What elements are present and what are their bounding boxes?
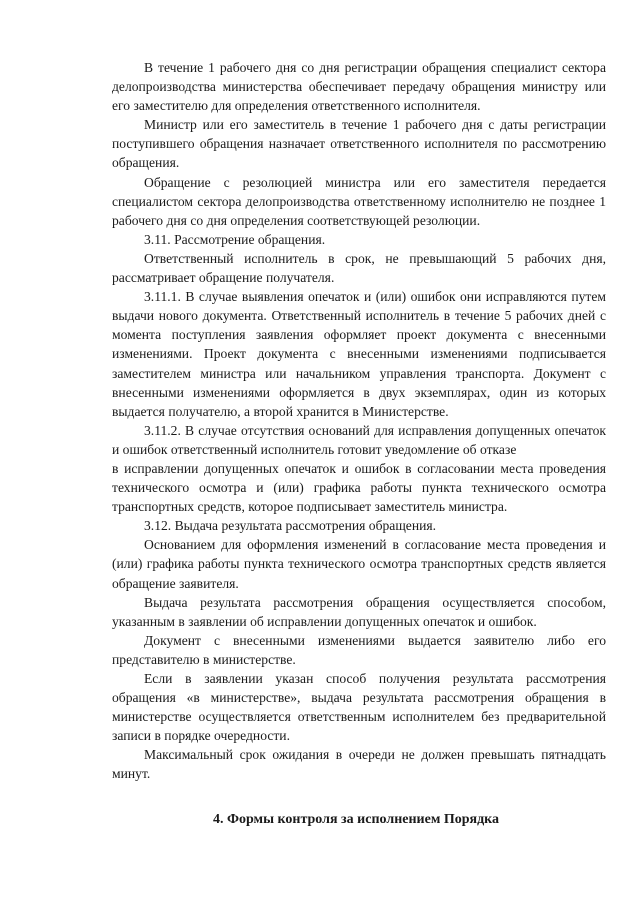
- paragraph-refusal-notice: в исправлении допущенных опечаток и ошибок в согласовании места проведения технического осмотра и (или) графика работы пункта технического осмотра транспортных средств, которое подписывает заместитель министра.: [112, 460, 606, 515]
- paragraph-section-3-11-1: 3.11.1. В случае выявления опечаток и (или) ошибок они исправляются путем выдачи нового документа. Ответственный исполнитель в течение 5 рабочих дней с момента поступления заявления оформляет проект документа с внесенными изменениями. Проект документа с внесенными изменениями подписывается заместителем министра или начальником управления транспорта. Документ с внесенными изменениями оформляется в двух экземплярах, один из которых выдается получателю, а второй хранится в Министерстве.: [112, 289, 606, 419]
- paragraph-resolution-transfer: Обращение с резолюцией министра или его заместителя передается специалистом сектора делопроизводства ответственному исполнителю не позднее 1 рабочего дня со дня определения соответствующей резолюции.: [112, 174, 606, 228]
- paragraph-section-3-12: 3.12. Выдача результата рассмотрения обращения.: [144, 518, 437, 534]
- paragraph-delivery-method: Выдача результата рассмотрения обращения осуществляется способом, указанным в заявлении об исправлении допущенных опечаток и ошибок.: [112, 594, 606, 629]
- paragraph-executor-assignment: Министр или его заместитель в течение 1 рабочего дня с даты регистрации поступившего обращения назначает ответственного исполнителя по рассмотрению обращения.: [112, 117, 606, 171]
- paragraph-document-issue: Документ с внесенными изменениями выдается заявителю либо его представителю в министерстве.: [112, 632, 606, 667]
- section-heading: 4. Формы контроля за исполнением Порядка: [212, 811, 500, 827]
- paragraph-grounds: Основанием для оформления изменений в согласование места проведения и (или) графика работы пункта технического осмотра транспортных средств является обращение заявителя.: [112, 537, 606, 591]
- paragraph-review-term: Ответственный исполнитель в срок, не превышающий 5 рабочих дня, рассматривает обращение получателя.: [112, 250, 606, 286]
- paragraph-section-3-11-2: 3.11.2. В случае отсутствия оснований для исправления допущенных опечаток и ошибок ответственный исполнитель готовит уведомление об отказе: [112, 422, 606, 457]
- paragraph-in-ministry: Если в заявлении указан способ получения результата рассмотрения обращения «в министерстве», выдача результата рассмотрения обращения в министерстве осуществляется ответственным исполнителем без предварительной записи в порядке очередности.: [112, 671, 606, 744]
- paragraph-section-3-11: 3.11. Рассмотрение обращения.: [144, 231, 326, 247]
- paragraph-queue-time: Максимальный срок ожидания в очереди не должен превышать пятнадцать минут.: [112, 747, 606, 782]
- paragraph-registration-transfer: В течение 1 рабочего дня со дня регистрации обращения специалист сектора делопроизводства министерства обеспечивает передачу обращения министру или его заместителю для определения ответственного исполнителя.: [112, 60, 606, 114]
